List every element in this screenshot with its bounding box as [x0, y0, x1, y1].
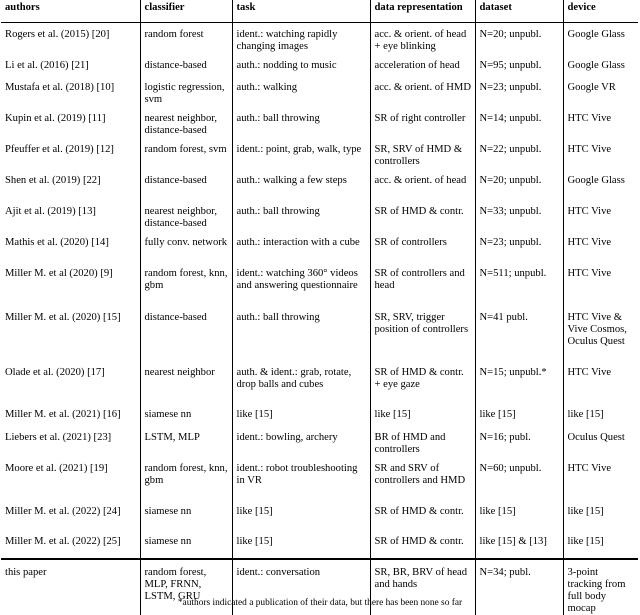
cell-task: like [15] — [232, 500, 370, 530]
cell-authors: Ajit et al. (2019) [13] — [5, 205, 96, 217]
cell-classifier: distance-based — [140, 169, 232, 200]
cell-data: SR of HMD & contr. — [370, 530, 475, 559]
cell-data: SR of HMD & contr. — [370, 500, 475, 530]
cell-dataset: N=14; unpubl. — [475, 107, 563, 138]
cell-task: ident.: robot troubleshooting in VR — [232, 457, 370, 500]
cell-dataset: N=60; unpubl. — [475, 457, 563, 500]
cell-data: acc. & orient. of head + eye blinking — [370, 23, 475, 54]
cell-data: SR, SRV, trigger position of controllers — [370, 306, 475, 361]
cell-classifier: random forest, knn, gbm — [140, 457, 232, 500]
cell-data: SR of controllers — [370, 231, 475, 262]
cell-dataset: like [15] — [475, 403, 563, 426]
cell-task: auth.: ball throwing — [232, 200, 370, 231]
cell-dataset: N=20; unpubl. — [475, 23, 563, 54]
cell-data: acc. & orient. of head — [370, 169, 475, 200]
cell-dataset: N=41 publ. — [475, 306, 563, 361]
cell-authors: Miller M. et al. (2022) [25] — [5, 535, 121, 547]
table-row — [1, 426, 638, 457]
cell-authors: Pfeuffer et al. (2019) [12] — [5, 143, 114, 155]
cell-device: HTC Vive & Vive Cosmos, Oculus Quest — [563, 306, 638, 361]
cell-device: like [15] — [563, 500, 638, 530]
cell-device: Google VR — [563, 76, 638, 107]
cell-classifier: siamese nn — [140, 530, 232, 559]
cell-classifier: nearest neighbor — [140, 361, 232, 403]
header-classifier: classifier — [140, 0, 232, 23]
header-authors: authors — [1, 0, 140, 23]
cell-classifier: logistic regression, svm — [140, 76, 232, 107]
header-dataset: dataset — [475, 0, 563, 23]
cell-data: SR, BR, BRV of head and hands — [370, 559, 475, 615]
cell-task: ident.: bowling, archery — [232, 426, 370, 457]
table-row — [1, 76, 638, 107]
cell-dataset: N=22; unpubl. — [475, 138, 563, 169]
cell-device: HTC Vive — [563, 361, 638, 403]
cell-task: like [15] — [232, 403, 370, 426]
cell-authors: Liebers et al. (2021) [23] — [5, 431, 112, 443]
cell-device: Oculus Quest — [563, 426, 638, 457]
cell-device: like [15] — [563, 403, 638, 426]
cell-data: SR and SRV of controllers and HMD — [370, 457, 475, 500]
cell-data: acceleration of head — [370, 54, 475, 76]
cell-device: HTC Vive — [563, 457, 638, 500]
cell-data: like [15] — [370, 403, 475, 426]
table-row — [1, 262, 638, 306]
table-row — [1, 403, 638, 426]
cell-classifier: distance-based — [140, 54, 232, 76]
table-footnote: *authors indicated a publication of their data, but there has been none so far — [177, 598, 463, 608]
table-row — [1, 500, 638, 530]
cell-dataset: like [15] — [475, 500, 563, 530]
cell-authors: this paper — [1, 559, 140, 615]
cell-data: SR of HMD & contr. + eye gaze — [370, 361, 475, 403]
cell-task: auth.: walking a few steps — [232, 169, 370, 200]
cell-device: HTC Vive — [563, 231, 638, 262]
cell-classifier: distance-based — [140, 306, 232, 361]
cell-dataset: N=95; unpubl. — [475, 54, 563, 76]
cell-dataset: N=23; unpubl. — [475, 76, 563, 107]
cell-task: auth.: ball throwing — [232, 306, 370, 361]
cell-classifier: nearest neighbor, distance-based — [140, 200, 232, 231]
cell-dataset: N=20; unpubl. — [475, 169, 563, 200]
cell-classifier: siamese nn — [140, 403, 232, 426]
table-row — [1, 530, 638, 559]
cell-authors: Miller M. et al. (2022) [24] — [5, 505, 121, 517]
cell-data: SR, SRV of HMD & controllers — [370, 138, 475, 169]
cell-device: HTC Vive — [563, 107, 638, 138]
table-row — [1, 54, 638, 76]
cell-task: auth.: ball throwing — [232, 107, 370, 138]
cell-device: Google Glass — [563, 23, 638, 54]
cell-authors: Li et al. (2016) [21] — [5, 59, 89, 71]
cell-authors: Miller M. et al (2020) [9] — [5, 267, 113, 279]
cell-authors: Miller M. et al. (2020) [15] — [5, 311, 121, 323]
cell-device: HTC Vive — [563, 200, 638, 231]
cell-classifier: LSTM, MLP — [140, 426, 232, 457]
cell-data: SR of right controller — [370, 107, 475, 138]
cell-task: ident.: watching rapidly changing images — [232, 23, 370, 54]
cell-dataset: N=23; unpubl. — [475, 231, 563, 262]
header-device: device — [563, 0, 638, 23]
header-row — [1, 0, 638, 23]
cell-data: acc. & orient. of HMD — [370, 76, 475, 107]
cell-authors: Miller M. et al. (2021) [16] — [5, 408, 121, 420]
cell-classifier: siamese nn — [140, 500, 232, 530]
table-row — [1, 306, 638, 361]
cell-task: like [15] — [232, 530, 370, 559]
related-work-table — [1, 0, 638, 615]
header-data-representation: data representation — [370, 0, 475, 23]
header-task: task — [232, 0, 370, 23]
table-row — [1, 107, 638, 138]
table-row — [1, 200, 638, 231]
table-row — [1, 361, 638, 403]
cell-task: ident.: watching 360° videos and answering questionnaire — [232, 262, 370, 306]
cell-authors: Olade et al. (2020) [17] — [5, 366, 105, 378]
cell-device: like [15] — [563, 530, 638, 559]
cell-device: HTC Vive — [563, 138, 638, 169]
cell-dataset: N=34; publ. — [475, 559, 563, 615]
cell-classifier: random forest, MLP, FRNN, LSTM, GRU — [140, 559, 232, 615]
table-row — [1, 457, 638, 500]
cell-authors: Moore et al. (2021) [19] — [5, 462, 108, 474]
cell-device: Google Glass — [563, 54, 638, 76]
cell-task: auth. & ident.: grab, rotate, drop balls and cubes — [232, 361, 370, 403]
cell-classifier: nearest neighbor, distance-based — [140, 107, 232, 138]
cell-task: ident.: point, grab, walk, type — [232, 138, 370, 169]
table-row — [1, 231, 638, 262]
cell-authors: Kupin et al. (2019) [11] — [5, 112, 106, 124]
cell-task: ident.: conversation — [232, 559, 370, 615]
table-row — [1, 138, 638, 169]
cell-authors: Shen et al. (2019) [22] — [5, 174, 101, 186]
cell-data: SR of controllers and head — [370, 262, 475, 306]
cell-task: auth.: nodding to music — [232, 54, 370, 76]
table-row — [1, 169, 638, 200]
cell-classifier: fully conv. network — [140, 231, 232, 262]
cell-task: auth.: interaction with a cube — [232, 231, 370, 262]
cell-data: SR of HMD & contr. — [370, 200, 475, 231]
cell-authors: Mathis et al. (2020) [14] — [5, 236, 109, 248]
cell-device: 3-point tracking from full body mocap — [563, 559, 638, 615]
cell-device: HTC Vive — [563, 262, 638, 306]
cell-dataset: N=15; unpubl.* — [475, 361, 563, 403]
cell-dataset: N=16; publ. — [475, 426, 563, 457]
cell-dataset: N=511; unpubl. — [475, 262, 563, 306]
cell-classifier: random forest — [140, 23, 232, 54]
cell-authors: Rogers et al. (2015) [20] — [5, 29, 110, 40]
table-row — [1, 23, 638, 54]
cell-task: auth.: walking — [232, 76, 370, 107]
cell-authors: Mustafa et al. (2018) [10] — [5, 81, 115, 93]
cell-classifier: random forest, svm — [140, 138, 232, 169]
cell-data: BR of HMD and controllers — [370, 426, 475, 457]
cell-device: Google Glass — [563, 169, 638, 200]
cell-dataset: like [15] & [13] — [475, 530, 563, 559]
cell-classifier: random forest, knn, gbm — [140, 262, 232, 306]
cell-dataset: N=33; unpubl. — [475, 200, 563, 231]
